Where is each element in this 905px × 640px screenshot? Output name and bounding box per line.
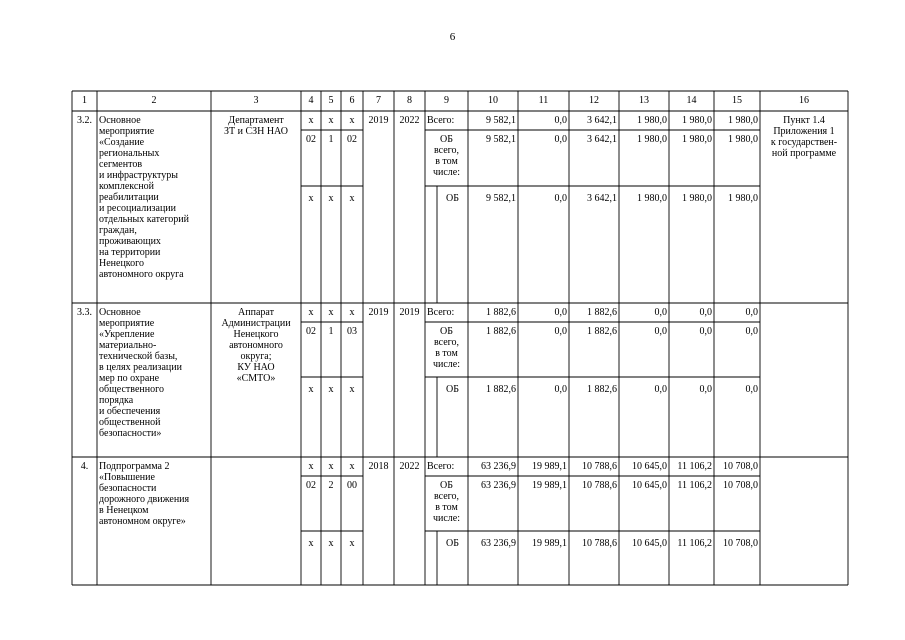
amount-cell: 1 980,0 [637, 134, 667, 145]
column-header-4: 4 [308, 95, 314, 106]
column-header-1: 1 [82, 95, 87, 106]
amount-cell: 1 980,0 [728, 134, 758, 145]
amount-cell: 63 236,9 [481, 538, 516, 549]
row-number: 3.2. [77, 115, 92, 126]
amount-cell: 9 582,1 [486, 193, 516, 204]
activity-name: Основное мероприятие «Создание региональных сегментов и инфраструктуры комплексной реабилитации и ресоциализации отдельных категорий граждан, проживающих на территории Ненецкого автономного округа [99, 115, 190, 280]
code-col4: x [308, 538, 314, 549]
code-col6: x [349, 115, 355, 126]
amount-cell: 10 708,0 [723, 461, 758, 472]
amount-cell: 0,0 [654, 384, 667, 395]
amount-cell: 0,0 [554, 326, 567, 337]
code-col5: x [328, 307, 334, 318]
funding-label: ОБ [446, 193, 459, 204]
amount-cell: 3 642,1 [587, 193, 617, 204]
column-header-14: 14 [686, 95, 697, 106]
amount-cell: 63 236,9 [481, 461, 516, 472]
amount-cell: 11 106,2 [677, 461, 712, 472]
funding-label: ОБ всего, в том числе: [432, 480, 461, 524]
code-col4: x [308, 307, 314, 318]
code-col4: 02 [306, 134, 316, 145]
column-header-7: 7 [376, 95, 381, 106]
code-col6: x [349, 307, 355, 318]
funding-label: ОБ всего, в том числе: [432, 326, 461, 370]
amount-cell: 63 236,9 [481, 480, 516, 491]
code-col4: x [308, 461, 314, 472]
code-col5: 1 [328, 326, 334, 337]
amount-cell: 1 980,0 [682, 134, 712, 145]
funding-label: Всего: [427, 307, 455, 318]
column-header-9: 9 [444, 95, 449, 106]
amount-cell: 1 980,0 [682, 193, 712, 204]
year-end: 2022 [399, 115, 420, 126]
row-number: 3.3. [77, 307, 92, 318]
amount-cell: 0,0 [554, 384, 567, 395]
year-end: 2022 [399, 461, 420, 472]
amount-cell: 1 882,6 [486, 307, 516, 318]
code-col6: x [349, 384, 355, 395]
amount-cell: 10 645,0 [632, 480, 667, 491]
amount-cell: 0,0 [745, 384, 758, 395]
amount-cell: 11 106,2 [677, 538, 712, 549]
column-header-13: 13 [639, 95, 649, 106]
year-start: 2019 [368, 307, 389, 318]
amount-cell: 0,0 [745, 307, 758, 318]
amount-cell: 1 882,6 [587, 307, 617, 318]
amount-cell: 19 989,1 [532, 538, 567, 549]
column-header-3: 3 [253, 95, 259, 106]
amount-cell: 9 582,1 [486, 115, 516, 126]
code-col6: x [349, 538, 355, 549]
amount-cell: 10 708,0 [723, 538, 758, 549]
funding-label: ОБ [446, 538, 459, 549]
column-header-15: 15 [732, 95, 742, 106]
column-header-8: 8 [407, 95, 412, 106]
amount-cell: 0,0 [554, 307, 567, 318]
page-number: 6 [449, 31, 456, 43]
amount-cell: 1 882,6 [486, 384, 516, 395]
column-header-16: 16 [799, 95, 809, 106]
column-header-11: 11 [538, 95, 549, 106]
activity-name: Основное мероприятие «Укрепление материально- технической базы, в целях реализации мер по охране общественного порядка и обеспечения общественной безопасности» [99, 307, 182, 439]
code-col4: x [308, 115, 314, 126]
funding-label: Всего: [427, 461, 455, 472]
code-col6: x [349, 461, 355, 472]
amount-cell: 1 980,0 [728, 115, 758, 126]
executor: Департамент ЗТ и СЗН НАО [223, 115, 289, 137]
amount-cell: 0,0 [554, 134, 567, 145]
funding-label: ОБ всего, в том числе: [432, 134, 461, 178]
code-col6: x [349, 193, 355, 204]
column-header-10: 10 [488, 95, 498, 106]
activity-name: Подпрограмма 2 «Повышение безопасности дорожного движения в Ненецком автономном округе» [99, 461, 190, 527]
code-col5: x [328, 461, 334, 472]
amount-cell: 0,0 [699, 384, 712, 395]
column-header-5: 5 [328, 95, 334, 106]
amount-cell: 1 980,0 [637, 115, 667, 126]
amount-cell: 1 980,0 [637, 193, 667, 204]
amount-cell: 0,0 [699, 307, 712, 318]
amount-cell: 10 788,6 [582, 461, 617, 472]
funding-label: Всего: [427, 115, 455, 126]
amount-cell: 3 642,1 [587, 134, 617, 145]
code-col4: 02 [306, 326, 316, 337]
code-col5: x [328, 538, 334, 549]
amount-cell: 11 106,2 [677, 480, 712, 491]
executor: Аппарат Администрации Ненецкого автономного округа; КУ НАО «СМТО» [221, 307, 291, 384]
amount-cell: 0,0 [654, 326, 667, 337]
amount-cell: 1 980,0 [728, 193, 758, 204]
funding-label: ОБ [446, 384, 459, 395]
code-col5: x [328, 115, 334, 126]
amount-cell: 10 788,6 [582, 480, 617, 491]
code-col5: 1 [328, 134, 334, 145]
code-col4: x [308, 193, 314, 204]
code-col5: 2 [328, 480, 334, 491]
column-header-6: 6 [349, 95, 355, 106]
amount-cell: 10 645,0 [632, 538, 667, 549]
amount-cell: 9 582,1 [486, 134, 516, 145]
row-number: 4. [80, 461, 89, 472]
code-col4: x [308, 384, 314, 395]
amount-cell: 10 708,0 [723, 480, 758, 491]
note: Пункт 1.4 Приложения 1 к государствен- ной программе [770, 115, 838, 159]
code-col6: 00 [347, 480, 357, 491]
code-col5: x [328, 193, 334, 204]
code-col5: x [328, 384, 334, 395]
amount-cell: 3 642,1 [587, 115, 617, 126]
amount-cell: 1 882,6 [587, 384, 617, 395]
column-header-12: 12 [589, 95, 599, 106]
amount-cell: 0,0 [745, 326, 758, 337]
amount-cell: 1 882,6 [486, 326, 516, 337]
year-start: 2019 [368, 115, 389, 126]
amount-cell: 1 980,0 [682, 115, 712, 126]
amount-cell: 10 645,0 [632, 461, 667, 472]
year-end: 2019 [399, 307, 420, 318]
amount-cell: 1 882,6 [587, 326, 617, 337]
amount-cell: 19 989,1 [532, 480, 567, 491]
code-col6: 03 [347, 326, 357, 337]
column-header-2: 2 [151, 95, 157, 106]
amount-cell: 10 788,6 [582, 538, 617, 549]
amount-cell: 0,0 [654, 307, 667, 318]
amount-cell: 0,0 [554, 115, 567, 126]
amount-cell: 0,0 [554, 193, 567, 204]
amount-cell: 19 989,1 [532, 461, 567, 472]
code-col6: 02 [347, 134, 357, 145]
code-col4: 02 [306, 480, 316, 491]
year-start: 2018 [368, 461, 389, 472]
amount-cell: 0,0 [699, 326, 712, 337]
